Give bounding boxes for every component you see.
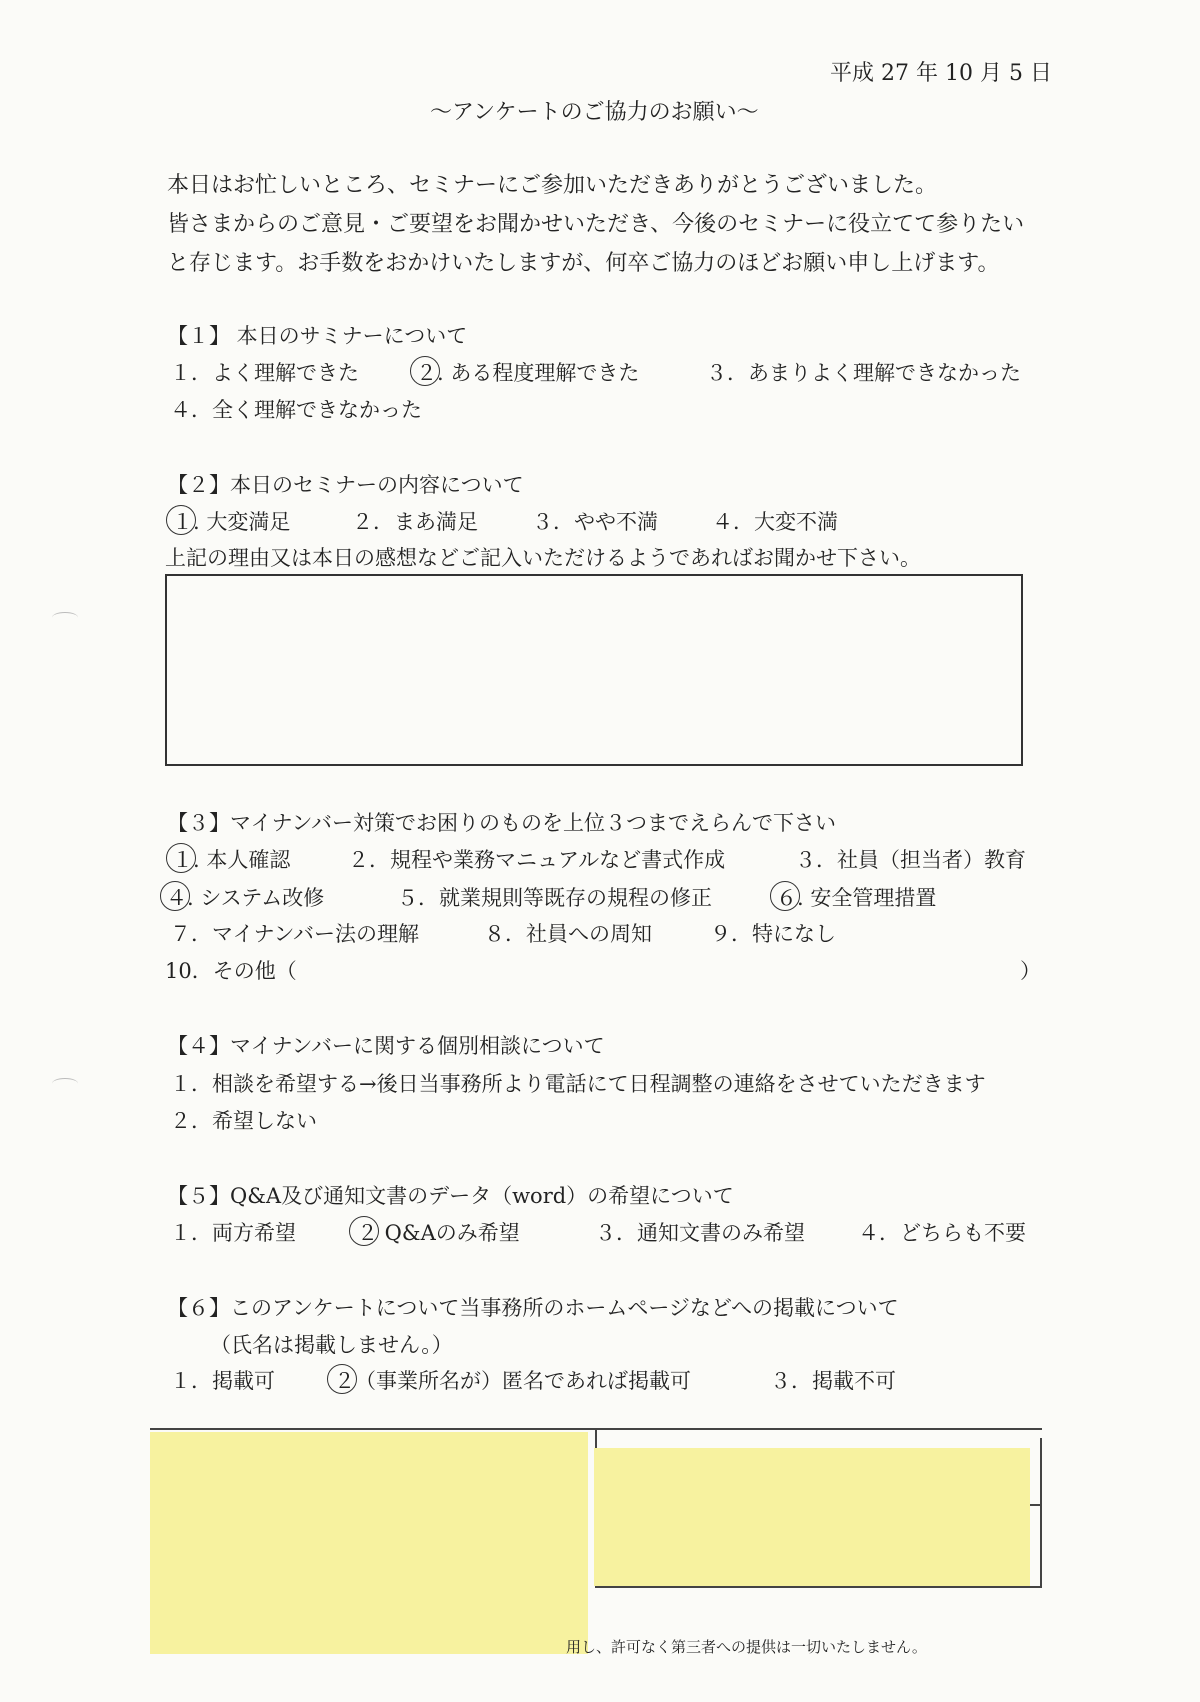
q2-option-3[interactable]: ３．やや不満 [532,510,658,534]
q2-option-2[interactable]: ２．まあ満足 [352,510,478,534]
selection-circle [327,1364,357,1394]
q2-prompt: 上記の理由又は本日の感想などご記入いただけるようであればお聞かせ下さい。 [165,546,921,570]
q1-option-4[interactable]: ４．全く理解できなかった [170,398,422,422]
q5-option-2[interactable]: ２ Q&Aのみ希望 [357,1221,520,1245]
q5-option-4[interactable]: ４．どちらも不要 [858,1221,1026,1245]
intro-line-1: 本日はお忙しいところ、セミナーにご参加いただきありがとうございました。 [167,173,938,198]
q3-option-7[interactable]: ７．マイナンバー法の理解 [170,922,420,946]
q5-option-3[interactable]: ３．通知文書のみ希望 [595,1221,805,1245]
selection-circle [166,505,196,535]
q5-option-1[interactable]: １．両方希望 [170,1221,296,1245]
selection-circle [349,1216,379,1246]
q2-option-4[interactable]: ４．大変不満 [712,510,838,534]
survey-date: 平成 27 年 10 月 5 日 [830,61,1052,86]
punch-hole-mark [52,612,78,623]
q3-option-2[interactable]: ２．規程や業務マニュアルなど書式作成 [348,848,726,872]
q3-option-3[interactable]: ３．社員（担当者）教育 [795,848,1026,872]
redaction-sticky-note-left [150,1432,588,1654]
q2-heading: 【２】本日のセミナーの内容について [167,473,524,497]
redaction-sticky-note-right [594,1448,1030,1586]
q6-option-3[interactable]: ３．掲載不可 [770,1369,896,1393]
q1-option-2[interactable]: ２. ある程度理解できた [416,361,640,385]
q2-option-1[interactable]: １. 大変満足 [172,510,291,534]
punch-hole-mark [52,1078,78,1089]
q3-option-6[interactable]: ６. 安全管理措置 [776,886,937,910]
q3-other-close: ） [1020,959,1041,983]
q3-option-5[interactable]: ５．就業規則等既存の規程の修正 [397,886,712,910]
intro-line-3: と存じます。お手数をおかけいたしますが、何卒ご協力のほどお願い申し上げます。 [167,251,1000,276]
privacy-footer: 用し、許可なく第三者への提供は一切いたしません。 [566,1638,927,1656]
q3-option-other[interactable]: 10．その他（ [165,959,297,983]
q1-heading: 【１】 本日のサミナーについて [167,324,468,348]
q6-option-1[interactable]: １．掲載可 [170,1369,275,1393]
q1-option-1[interactable]: １．よく理解できた [170,361,359,385]
selection-circle [160,881,190,911]
q5-heading: 【５】Q&A及び通知文書のデータ（word）の希望について [167,1184,734,1208]
q3-heading: 【３】マイナンバー対策でお困りのものを上位３つまでえらんで下さい [167,811,837,835]
selection-circle [770,881,800,911]
q6-heading: 【６】このアンケートについて当事務所のホームページなどへの掲載について [167,1296,899,1320]
survey-title: ～アンケートのご協力のお願い～ [430,100,759,125]
q4-option-1[interactable]: １．相談を希望する→後日当事務所より電話にて日程調整の連絡をさせていただきます [170,1072,986,1096]
q3-option-9[interactable]: ９．特になし [710,922,836,946]
q4-heading: 【４】マイナンバーに関する個別相談について [167,1034,605,1058]
q3-option-4[interactable]: ４. システム改修 [166,886,325,910]
comment-box[interactable] [165,574,1023,766]
intro-line-2: 皆さまからのご意見・ご要望をお聞かせいただき、今後のセミナーに役立てて参りたい [167,212,1025,237]
selection-circle [410,356,440,386]
q1-option-3[interactable]: ３．あまりよく理解できなかった [706,361,1021,385]
q3-option-8[interactable]: ８．社員への周知 [484,922,652,946]
q4-option-2[interactable]: ２．希望しない [170,1109,317,1133]
q6-option-2[interactable]: ２（事業所名が）匿名であれば掲載可 [334,1369,691,1393]
q3-option-1[interactable]: １. 本人確認 [172,848,291,872]
q6-note: （氏名は掲載しません。） [210,1333,453,1357]
selection-circle [166,843,196,873]
